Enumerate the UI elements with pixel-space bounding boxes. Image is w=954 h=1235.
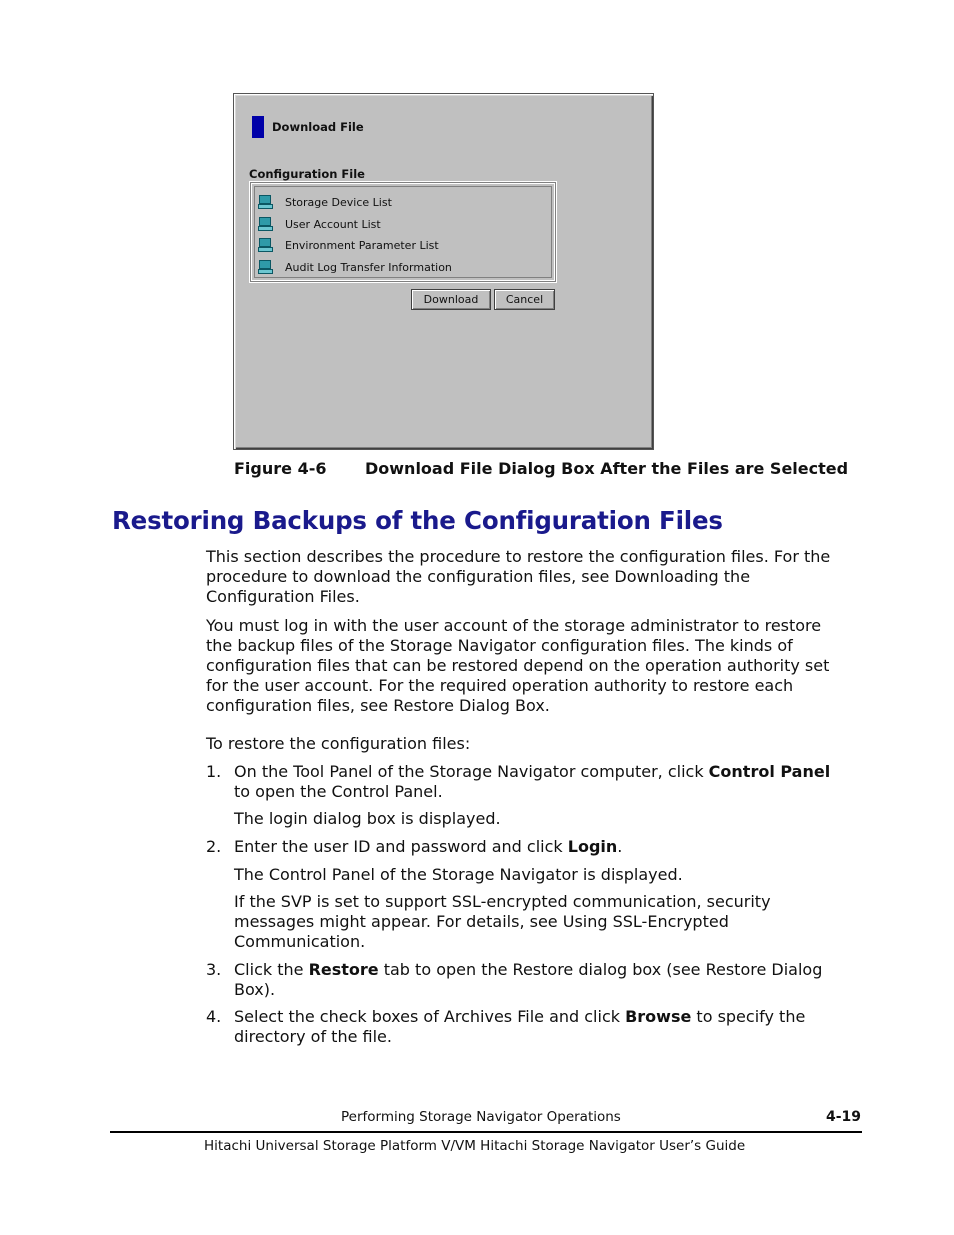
- step-text-part: to specify the: [691, 1007, 806, 1026]
- text-line: directory of the file.: [234, 1027, 392, 1046]
- section-heading: Restoring Backups of the Configuration Files: [112, 506, 723, 535]
- configuration-file-list: [250, 182, 556, 282]
- text-line: to open the Control Panel.: [234, 782, 443, 801]
- list-item-label: Environment Parameter List: [285, 238, 439, 252]
- list-item-label: Audit Log Transfer Information: [285, 260, 452, 274]
- step-text-part: Select the check boxes of Archives File and click: [234, 1007, 626, 1026]
- text-line: Box).: [234, 980, 276, 999]
- file-icon: [258, 217, 273, 231]
- control-panel-term: Control Panel: [708, 762, 831, 781]
- footer-chapter-title: Performing Storage Navigator Operations: [341, 1109, 621, 1125]
- download-button[interactable]: Download: [411, 289, 491, 310]
- file-icon: [258, 260, 273, 274]
- list-item-label: User Account List: [285, 217, 381, 231]
- text-line: messages might appear. For details, see Using SSL-Encrypted: [234, 912, 729, 931]
- procedure-intro: To restore the configuration files:: [206, 734, 471, 753]
- step-text-part: On the Tool Panel of the Storage Navigator computer, click: [234, 762, 709, 781]
- list-item[interactable]: [258, 192, 392, 212]
- text-line: for the user account. For the required operation authority to restore each: [206, 676, 794, 695]
- step-text-part: .: [617, 837, 623, 856]
- file-icon: [258, 238, 273, 252]
- list-item[interactable]: [258, 257, 452, 277]
- list-item[interactable]: [258, 235, 439, 255]
- step-4-text: [234, 1007, 859, 1047]
- file-icon: [258, 195, 273, 209]
- restore-term: Restore: [308, 960, 379, 979]
- step-number: 2.: [206, 837, 222, 856]
- text-line: configuration files that can be restored depend on the operation authority set: [206, 656, 830, 675]
- step-2-result: The Control Panel of the Storage Navigator is displayed.: [234, 865, 683, 884]
- step-1-text: [234, 762, 859, 802]
- step-text-part: Click the: [234, 960, 309, 979]
- paragraph-intro: [206, 547, 856, 607]
- dialog-title: Download File: [272, 120, 364, 134]
- step-2-note: [234, 892, 859, 952]
- step-text-part: tab to open the Restore dialog box (see Restore Dialog: [378, 960, 823, 979]
- text-line: You must log in with the user account of the storage administrator to restore: [206, 616, 822, 635]
- text-line: Configuration Files.: [206, 587, 360, 606]
- download-file-dialog: [233, 93, 654, 450]
- figure-number: Figure 4-6: [234, 459, 327, 478]
- browse-term: Browse: [625, 1007, 692, 1026]
- step-2-text: [234, 837, 859, 857]
- text-line: This section describes the procedure to restore the configuration files. For the: [206, 547, 831, 566]
- step-number: 3.: [206, 960, 222, 979]
- page-number: 4-19: [825, 1109, 861, 1125]
- figure-title: Download File Dialog Box After the Files are Selected: [365, 459, 849, 478]
- configuration-file-label: Configuration File: [249, 167, 365, 181]
- text-line: configuration files, see Restore Dialog Box.: [206, 696, 550, 715]
- dialog-title-marker: [252, 116, 264, 138]
- footer-divider: [110, 1131, 862, 1133]
- text-line: procedure to download the configuration files, see Downloading the: [206, 567, 751, 586]
- step-3-text: [234, 960, 859, 1000]
- step-text-part: Enter the user ID and password and click: [234, 837, 568, 856]
- text-line: If the SVP is set to support SSL-encrypted communication, security: [234, 892, 771, 911]
- step-number: 1.: [206, 762, 222, 781]
- text-line: Communication.: [234, 932, 366, 951]
- step-1-result: The login dialog box is displayed.: [234, 809, 501, 828]
- cancel-button[interactable]: Cancel: [494, 289, 555, 310]
- list-item-label: Storage Device List: [285, 195, 392, 209]
- list-item[interactable]: [258, 214, 381, 234]
- step-number: 4.: [206, 1007, 222, 1026]
- paragraph-requirements: [206, 616, 856, 716]
- login-term: Login: [567, 837, 618, 856]
- footer-guide-title: Hitachi Universal Storage Platform V/VM Hitachi Storage Navigator User’s Guide: [204, 1138, 746, 1154]
- text-line: the backup files of the Storage Navigator configuration files. The kinds of: [206, 636, 793, 655]
